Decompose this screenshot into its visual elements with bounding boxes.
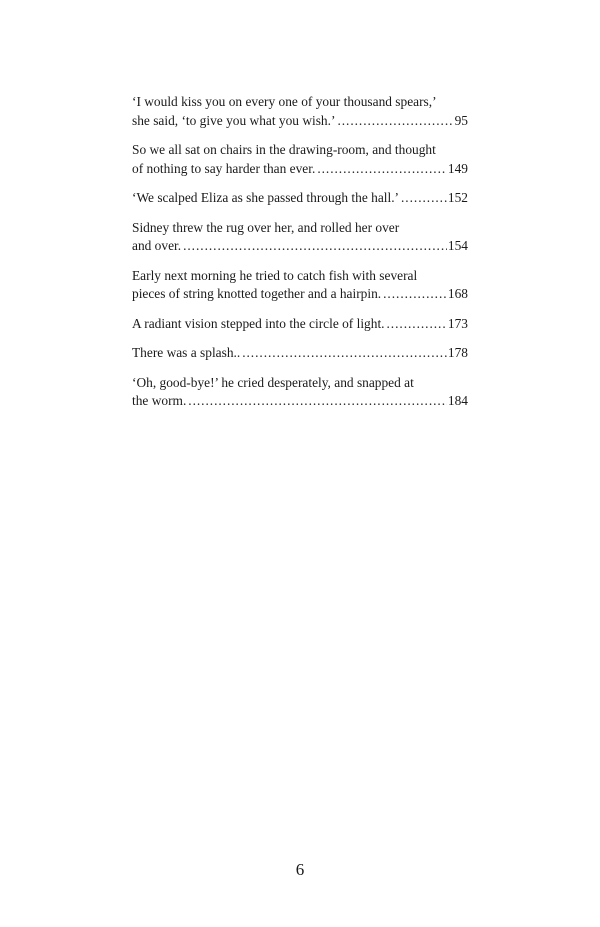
- toc-entry-page-number: 184: [447, 393, 468, 408]
- toc-entry-last-line: [132, 189, 468, 208]
- toc-entry-page-number: 95: [454, 112, 468, 128]
- dot-leader: [387, 315, 447, 334]
- dot-leader: [188, 392, 447, 411]
- toc-entry-page-number: 154: [447, 238, 468, 253]
- toc-entry: [132, 141, 468, 178]
- toc-entry-text: of nothing to say harder than ever.: [132, 160, 316, 176]
- toc-entry-page-number: 168: [447, 286, 468, 301]
- toc-entry-text: There was a splash..: [132, 345, 241, 360]
- toc-entry-line: So we all sat on chairs in the drawing-room, and thought: [132, 142, 436, 157]
- dot-leader: [183, 237, 447, 256]
- toc-entry-page-number: 173: [447, 315, 468, 331]
- toc-entry-text: pieces of string knotted together and a hairpin.: [132, 286, 382, 301]
- toc-entry-page-number: 149: [447, 160, 468, 176]
- dot-leader: [337, 112, 453, 131]
- toc-entry-last-line: [132, 112, 468, 131]
- toc-entry: [132, 189, 468, 208]
- dot-leader: [317, 160, 447, 179]
- toc-entry-line: Early next morning he tried to catch fish with several: [132, 267, 418, 283]
- dot-leader: [383, 285, 447, 304]
- toc-entry: [132, 219, 468, 256]
- toc-entry-text: the worm.: [132, 393, 187, 408]
- toc-entry-last-line: [132, 285, 468, 304]
- toc-entry: [132, 344, 468, 363]
- page-number: 6: [295, 860, 305, 879]
- toc-entry-page-number: 178: [447, 345, 468, 360]
- toc-entry: [132, 267, 468, 304]
- toc-entry-last-line: [132, 160, 468, 179]
- toc-entry-last-line: [132, 392, 468, 411]
- toc-entry-last-line: [132, 237, 468, 256]
- toc-entry-line: ‘I would kiss you on every one of your thousand spears,’: [132, 94, 437, 109]
- table-of-contents: [132, 93, 468, 422]
- toc-entry-text: ‘We scalped Eliza as she passed through the hall.’: [132, 190, 400, 205]
- toc-entry-page-number: 152: [447, 190, 468, 205]
- toc-entry-text: A radiant vision stepped into the circle of light.: [132, 315, 385, 331]
- dot-leader: [401, 189, 447, 208]
- toc-entry: [132, 315, 468, 334]
- dot-leader: [242, 344, 447, 363]
- toc-entry-line: ‘Oh, good-bye!’ he cried desperately, and snapped at: [132, 374, 414, 390]
- toc-entry: [132, 93, 468, 130]
- toc-entry-last-line: [132, 315, 468, 334]
- toc-entry-line: Sidney threw the rug over her, and rolled her over: [132, 219, 400, 235]
- toc-entry-text: and over.: [132, 238, 182, 253]
- toc-entry-text: she said, ‘to give you what you wish.’: [132, 112, 336, 128]
- toc-entry: [132, 374, 468, 411]
- toc-entry-last-line: [132, 344, 468, 363]
